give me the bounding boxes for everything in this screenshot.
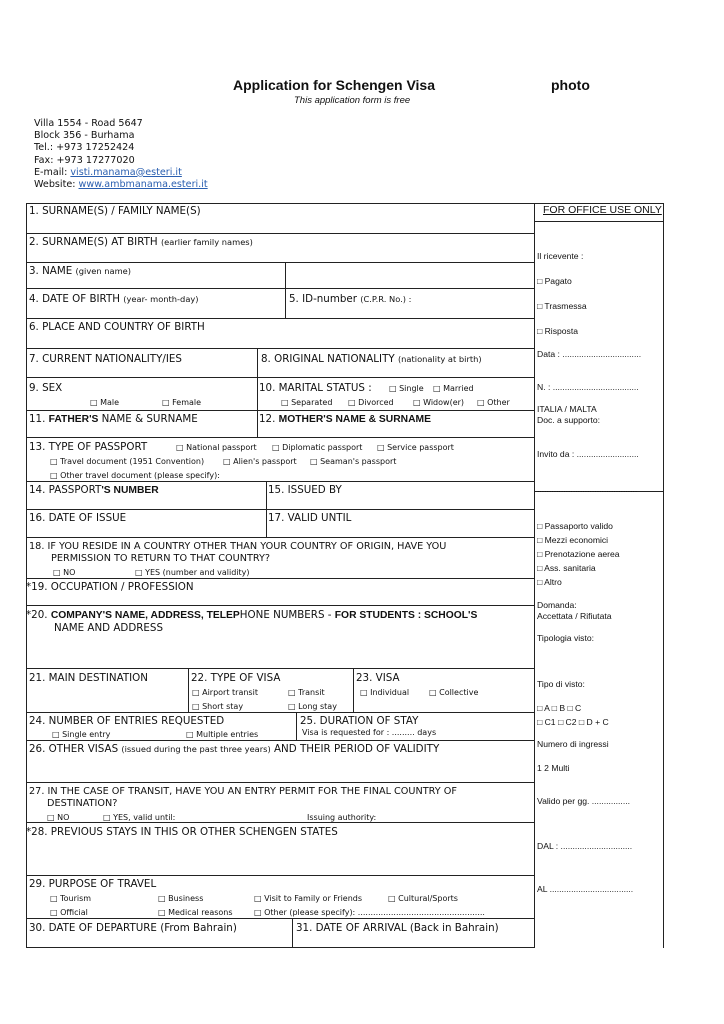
field-visa-type: 22. TYPE OF VISA [191,672,281,684]
f18-note: (number and validity) [162,568,250,577]
row-line [26,481,535,482]
issuing-authority-label: Issuing authority: [307,813,377,822]
office-dal: DAL : .............................. [537,841,633,851]
row-line [26,410,535,411]
checkbox-purpose-other[interactable]: □ Other (please specify): .................................................. [254,908,485,917]
row-line [26,668,535,669]
office-visa-class-row-2[interactable]: □ C1 □ C2 □ D + C [537,717,609,727]
field-passport-type: 13. TYPE OF PASSPORT [29,441,148,453]
form-title: Application for Schengen Visa [233,77,436,93]
f14-bold: 'S NUMBER [101,485,159,496]
photo-label: photo [551,77,590,93]
row-line [26,782,535,783]
field-purpose-of-travel: 29. PURPOSE OF TRAVEL [29,878,157,890]
field-main-destination: 21. MAIN DESTINATION [29,672,148,684]
checkbox-other-travel-document[interactable]: □ Other travel document (please specify): [50,471,220,480]
office-n: N. : .................................... [537,382,639,392]
checkbox-separated[interactable]: □ Separated [281,398,333,407]
row-line [26,437,535,438]
field-original-nationality [261,353,482,365]
checkbox-collective[interactable]: □ Collective [429,688,479,697]
checkbox-permission-yes[interactable] [135,568,250,578]
field-visa: 23. VISA [356,672,400,684]
checkbox-married[interactable]: □ Married [433,384,474,393]
f20-bold-1: COMPANY'S NAME, ADDRESS, TELEP [50,610,240,621]
field-sex: 9. SEX [29,382,63,394]
email-label: E-mail: [34,166,71,178]
field-transit-permit-line-2: DESTINATION? [47,798,118,809]
office-mezzi[interactable]: □ Mezzi economici [537,535,609,545]
field-father-name [29,413,198,426]
f12-num: 12. [259,413,279,425]
f20-num: *20. [26,609,51,621]
field-date-of-birth [29,293,199,305]
field-surname: 1. SURNAME(S) / FAMILY NAME(S) [29,205,201,217]
f3-note: (given name) [75,266,132,276]
office-dots: .......................................... [537,484,638,494]
office-visa-class-row-1[interactable]: □ A □ B □ C [537,703,582,713]
office-invito: Invito da : .......................... [537,449,639,459]
field-occupation: *19. OCCUPATION / PROFESSION [26,581,194,593]
checkbox-transit-yes[interactable]: □ YES, valid until: [103,813,176,822]
f20-bold-2: FOR STUDENTS : SCHOOL'S [334,610,478,621]
address-email [34,167,208,179]
f26-rest: AND THEIR PERIOD OF VALIDITY [274,743,440,755]
f26-note: (issued during the past three years) [121,744,271,754]
f14-label: 14. PASSPORT [29,484,102,496]
office-tipo-visto: Tipo di visto: [537,679,585,689]
field-transit-permit-line-1: 27. IN THE CASE OF TRANSIT, HAVE YOU AN ENTRY PERMIT FOR THE FINAL COUNTRY OF [29,786,457,797]
field-valid-until: 17. VALID UNTIL [268,512,352,524]
frame-bottom [26,947,535,948]
field-company [26,609,477,622]
col-line [285,262,286,318]
checkbox-transit-no[interactable]: □ NO [47,813,70,822]
address-website [34,179,208,191]
checkbox-cultural-sports[interactable]: □ Cultural/Sports [388,894,458,903]
f11-num: 11. [29,413,49,425]
field-date-of-arrival: 31. DATE OF ARRIVAL (Back in Bahrain) [296,922,499,934]
office-use-title: FOR OFFICE USE ONLY [543,204,662,216]
frame-divider [534,203,535,948]
col-line [353,668,354,712]
row-line [26,578,535,579]
col-line [266,481,267,537]
f20-rest: HONE NUMBERS - [239,609,335,621]
field-surname-at-birth [29,236,253,248]
checkbox-national-passport[interactable]: □ National passport [176,443,257,452]
col-line [188,668,189,712]
checkbox-transit[interactable]: □ Transit [288,688,325,697]
f2-note: (earlier family names) [160,237,253,247]
address-line-2: Block 356 - Burhama [34,130,135,142]
f5-label: 5. ID-number [289,293,357,305]
col-line [292,918,293,948]
col-line [296,712,297,740]
f11-bold: FATHER'S [48,414,99,425]
field-mother-name [259,413,431,426]
office-data: Data : ................................. [537,349,642,359]
email-link[interactable]: visti.manama@esteri.it [70,166,182,178]
website-label: Website: [34,179,79,191]
office-passaporto[interactable]: □ Passaporto valido [537,521,613,531]
website-link[interactable]: www.ambmanama.esteri.it [78,179,208,191]
f8-note: (nationality at birth) [397,354,482,364]
checkbox-short-stay[interactable]: □ Short stay [192,702,244,711]
checkbox-female[interactable]: □ Female [162,398,202,407]
field-company-line-2: NAME AND ADDRESS [54,622,163,634]
checkbox-visit-family[interactable]: □ Visit to Family or Friends [254,894,363,903]
row-line [26,712,535,713]
row-line [26,233,535,234]
duration-note: Visa is requested for : ......... days [302,728,437,737]
row-line [26,288,535,289]
row-line [26,605,535,606]
field-place-of-birth: 6. PLACE AND COUNTRY OF BIRTH [29,321,205,333]
field-current-nationality: 7. CURRENT NATIONALITY/IES [29,353,182,365]
field-residence-permission-line-2: PERMISSION TO RETURN TO THAT COUNTRY? [51,553,271,564]
checkbox-travel-document[interactable]: □ Travel document (1951 Convention) [50,457,205,466]
field-name [29,265,131,277]
field-marital-status: 10. MARITAL STATUS : [259,382,372,394]
checkbox-alien-passport[interactable]: □ Alien's passport [223,457,297,466]
f2-label: 2. SURNAME(S) AT BIRTH [29,236,158,248]
office-risposta[interactable]: □ Risposta [537,326,579,336]
office-tipologia: Tipologia visto: [537,633,595,643]
f4-note: (year- month-day) [123,294,199,304]
checkbox-male[interactable]: □ Male [90,398,120,407]
office-ass-sanitaria[interactable]: □ Ass. sanitaria [537,563,596,573]
checkbox-official[interactable]: □ Official [50,908,88,917]
row-line [26,918,535,919]
office-prenotazione[interactable]: □ Prenotazione aerea [537,549,620,559]
row-line [26,348,535,349]
address-line-1: Villa 1554 - Road 5647 [34,118,143,129]
field-number-of-entries: 24. NUMBER OF ENTRIES REQUESTED [29,715,225,727]
frame-right [663,203,664,948]
office-domanda: Domanda: [537,600,577,610]
office-doc-supporto: Doc. a supporto: [537,415,601,425]
address-tel: Tel.: +973 17252424 [34,142,135,154]
f3-label: 3. NAME [29,265,73,277]
office-accettata: Accettata / Rifiutata [537,611,612,621]
f4-label: 4. DATE OF BIRTH [29,293,120,305]
f12-bold: MOTHER'S NAME & SURNAME [278,414,431,425]
field-date-of-issue: 16. DATE OF ISSUE [29,512,127,524]
office-line [535,221,663,222]
field-id-number [289,293,411,305]
row-line [26,537,535,538]
checkbox-single[interactable]: □ Single [389,384,424,393]
checkbox-business[interactable]: □ Business [158,894,204,903]
checkbox-tourism[interactable]: □ Tourism [50,894,92,903]
address-fax: Fax: +973 17277020 [34,154,135,166]
office-al: AL ................................... [537,884,634,894]
embassy-address [34,118,208,191]
row-line [26,262,535,263]
field-duration-of-stay: 25. DURATION OF STAY [300,715,419,727]
office-altro[interactable]: □ Altro [537,577,562,587]
field-previous-stays: *28. PREVIOUS STAYS IN THIS OR OTHER SCHENGEN STATES [26,826,338,838]
office-trasmessa[interactable]: □ Trasmessa [537,301,587,311]
checkbox-permission-no[interactable]: □ NO [53,568,76,577]
office-italia-malta: ITALIA / MALTA [537,404,597,414]
checkbox-long-stay[interactable]: □ Long stay [288,702,337,711]
office-ricevente: Il ricevente : [537,251,584,261]
checkbox-individual[interactable]: □ Individual [360,688,410,697]
office-numero-ingressi: Numero di ingressi [537,739,609,749]
f18-yes-label: □ YES [135,568,161,577]
field-date-of-departure: 30. DATE OF DEPARTURE (From Bahrain) [29,922,237,934]
field-issued-by: 15. ISSUED BY [268,484,342,496]
field-other-visas [29,743,439,755]
field-residence-permission-line-1: 18. IF YOU RESIDE IN A COUNTRY OTHER THAN YOUR COUNTRY OF ORIGIN, HAVE YOU [29,541,447,552]
checkbox-single-entry[interactable]: □ Single entry [52,730,111,739]
f5-note: (C.P.R. No.) : [360,294,412,304]
checkbox-airport-transit[interactable]: □ Airport transit [192,688,258,697]
f8-label: 8. ORIGINAL NATIONALITY [261,353,395,365]
f11-rest: NAME & SURNAME [98,413,198,425]
col-line [257,348,258,437]
f26-label: 26. OTHER VISAS [29,743,119,755]
checkbox-marital-other[interactable]: □ Other [477,398,510,407]
row-line [26,740,535,741]
form-subtitle: This application form is free [294,95,411,106]
checkbox-widow[interactable]: □ Widow(er) [413,398,465,407]
row-line [26,377,535,378]
row-line [26,509,535,510]
checkbox-multiple-entries[interactable]: □ Multiple entries [186,730,259,739]
checkbox-service-passport[interactable]: □ Service passport [377,443,454,452]
checkbox-diplomatic-passport[interactable]: □ Diplomatic passport [272,443,363,452]
office-pagato[interactable]: □ Pagato [537,276,572,286]
office-valido: Valido per gg. ................ [537,796,630,806]
field-passport-number [29,484,159,497]
office-ingressi-options: 1 2 Multi [537,763,570,773]
checkbox-seaman-passport[interactable]: □ Seaman's passport [310,457,397,466]
row-line [26,875,535,876]
row-line [26,318,535,319]
checkbox-medical[interactable]: □ Medical reasons [158,908,233,917]
checkbox-divorced[interactable]: □ Divorced [348,398,394,407]
